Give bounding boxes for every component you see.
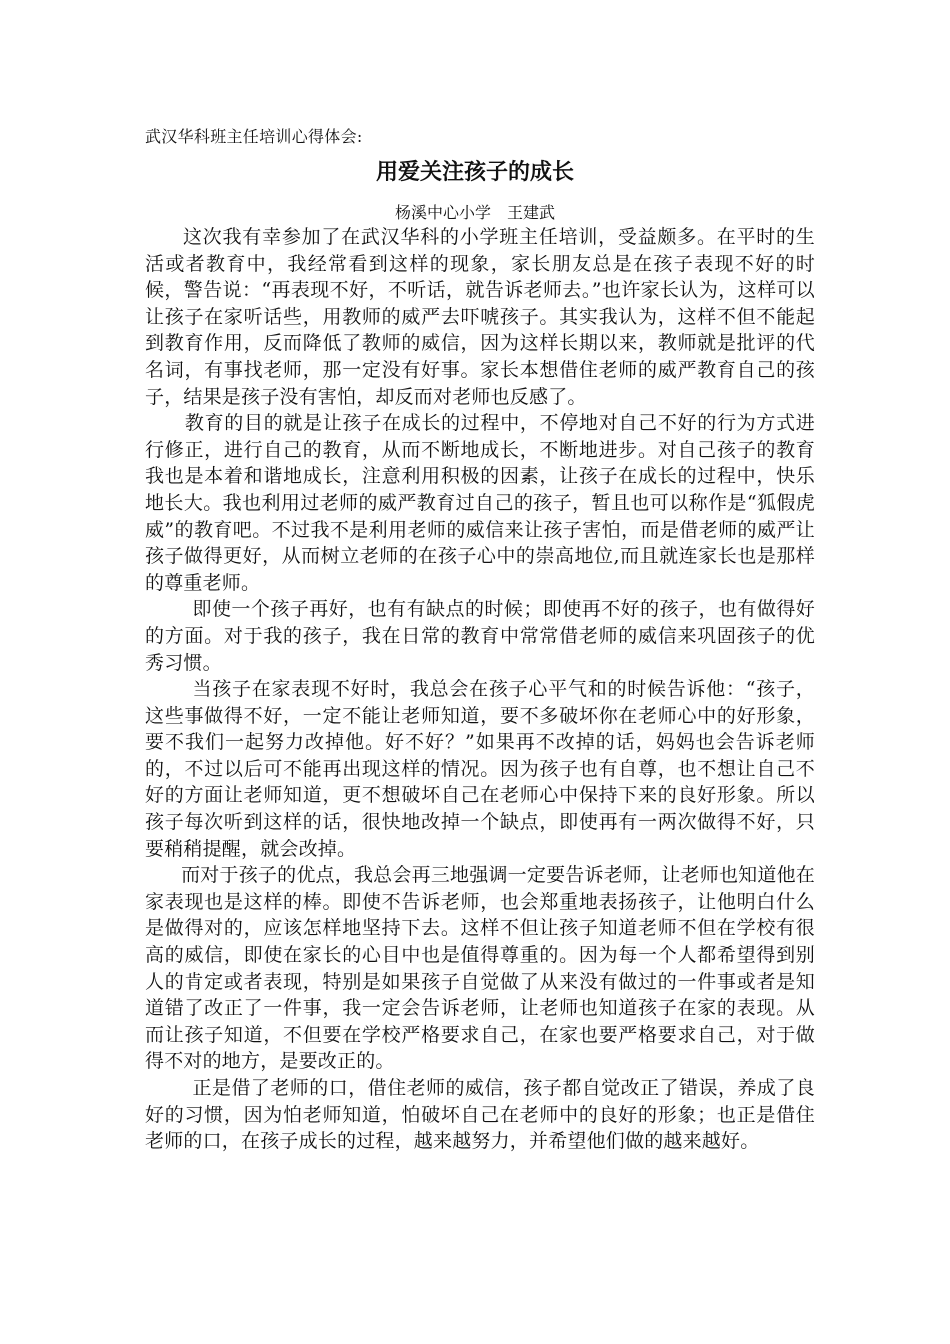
document-body (145, 224, 815, 1155)
paragraph-2: 教育的目的就是让孩子在成长的过程中，不停地对自己不好的行为方式进行修正，进行自己的教育，从而不断地成长，不断地进步。对自己孩子的教育我也是本着和谐地成长，注意利用积极的因素，让孩子在成长的过程中，快乐地长大。我也利用过老师的威严教育过自己的孩子，暂且也可以称作是“狐假虎威”的教育吧。不过我不是利用老师的威信来让孩子害怕，而是借老师的威严让孩子做得更好，从而树立老师的在孩子心中的崇高地位,而且就连家长也是那样的尊重老师。 (145, 412, 815, 594)
paragraph-1: 这次我有幸参加了在武汉华科的小学班主任培训，受益颇多。在平时的生活或者教育中，我经常看到这样的现象，家长朋友总是在孩子表现不好的时候，警告说：“再表现不好，不听话，就告诉老师去。”也许家长认为，这样可以让孩子在家听话些，用教师的威严去吓唬孩子。其实我认为，这样不但不能起到教育作用，反而降低了教师的威信，因为这样长期以来，教师就是批评的代名词，有事找老师，那一定没有好事。家长本想借住老师的威严教育自己的孩子，结果是孩子没有害怕，却反而对老师也反感了。 (145, 226, 815, 408)
paragraph-3: 即使一个孩子再好，也有有缺点的时候；即使再不好的孩子，也有做得好的方面。对于我的孩子，我在日常的教育中常常借老师的威信来巩固孩子的优秀习惯。 (145, 598, 815, 674)
document-title: 用爱关注孩子的成长 (375, 160, 574, 185)
document-byline: 杨溪中心小学 王建武 (394, 203, 555, 222)
document-kicker: 武汉华科班主任培训心得体会: (145, 127, 363, 146)
paragraph-4: 当孩子在家表现不好时，我总会在孩子心平气和的时候告诉他：“孩子，这些事做得不好，一定不能让老师知道，要不多破坏你在老师心中的好形象，要不我们一起努力改掉他。好不好？”如果再不改掉的话，妈妈也会告诉老师的，不过以后可不能再出现这样的情况。因为孩子也有自尊，也不想让自己不好的方面让老师知道，更不想破坏自己在老师心中保持下来的良好形象。所以孩子每次听到这样的话，很快地改掉一个缺点，即使再有一两次做得不好，只要稍稍提醒，就会改掉。 (145, 678, 815, 860)
paragraph-5: 而对于孩子的优点，我总会再三地强调一定要告诉老师，让老师也知道他在家表现也是这样的棒。即使不告诉老师，也会郑重地表扬孩子，让他明白什么是做得对的，应该怎样地坚持下去。这样不但让孩子知道老师不但在学校有很高的威信，即使在家长的心目中也是值得尊重的。因为每一个人都希望得到别人的肯定或者表现，特别是如果孩子自觉做了从来没有做过的一件事或者是知道错了改正了一件事，我一定会告诉老师，让老师也知道孩子在家的表现。从而让孩子知道，不但要在学校严格要求自己，在家也要严格要求自己，对于做得不对的地方，是要改正的。 (145, 864, 815, 1073)
paragraph-6: 正是借了老师的口，借住老师的威信，孩子都自觉改正了错误，养成了良好的习惯，因为怕老师知道，怕破坏自己在老师中的良好的形象；也正是借住老师的口，在孩子成长的过程，越来越努力，并希望他们做的越来越好。 (145, 1077, 815, 1153)
